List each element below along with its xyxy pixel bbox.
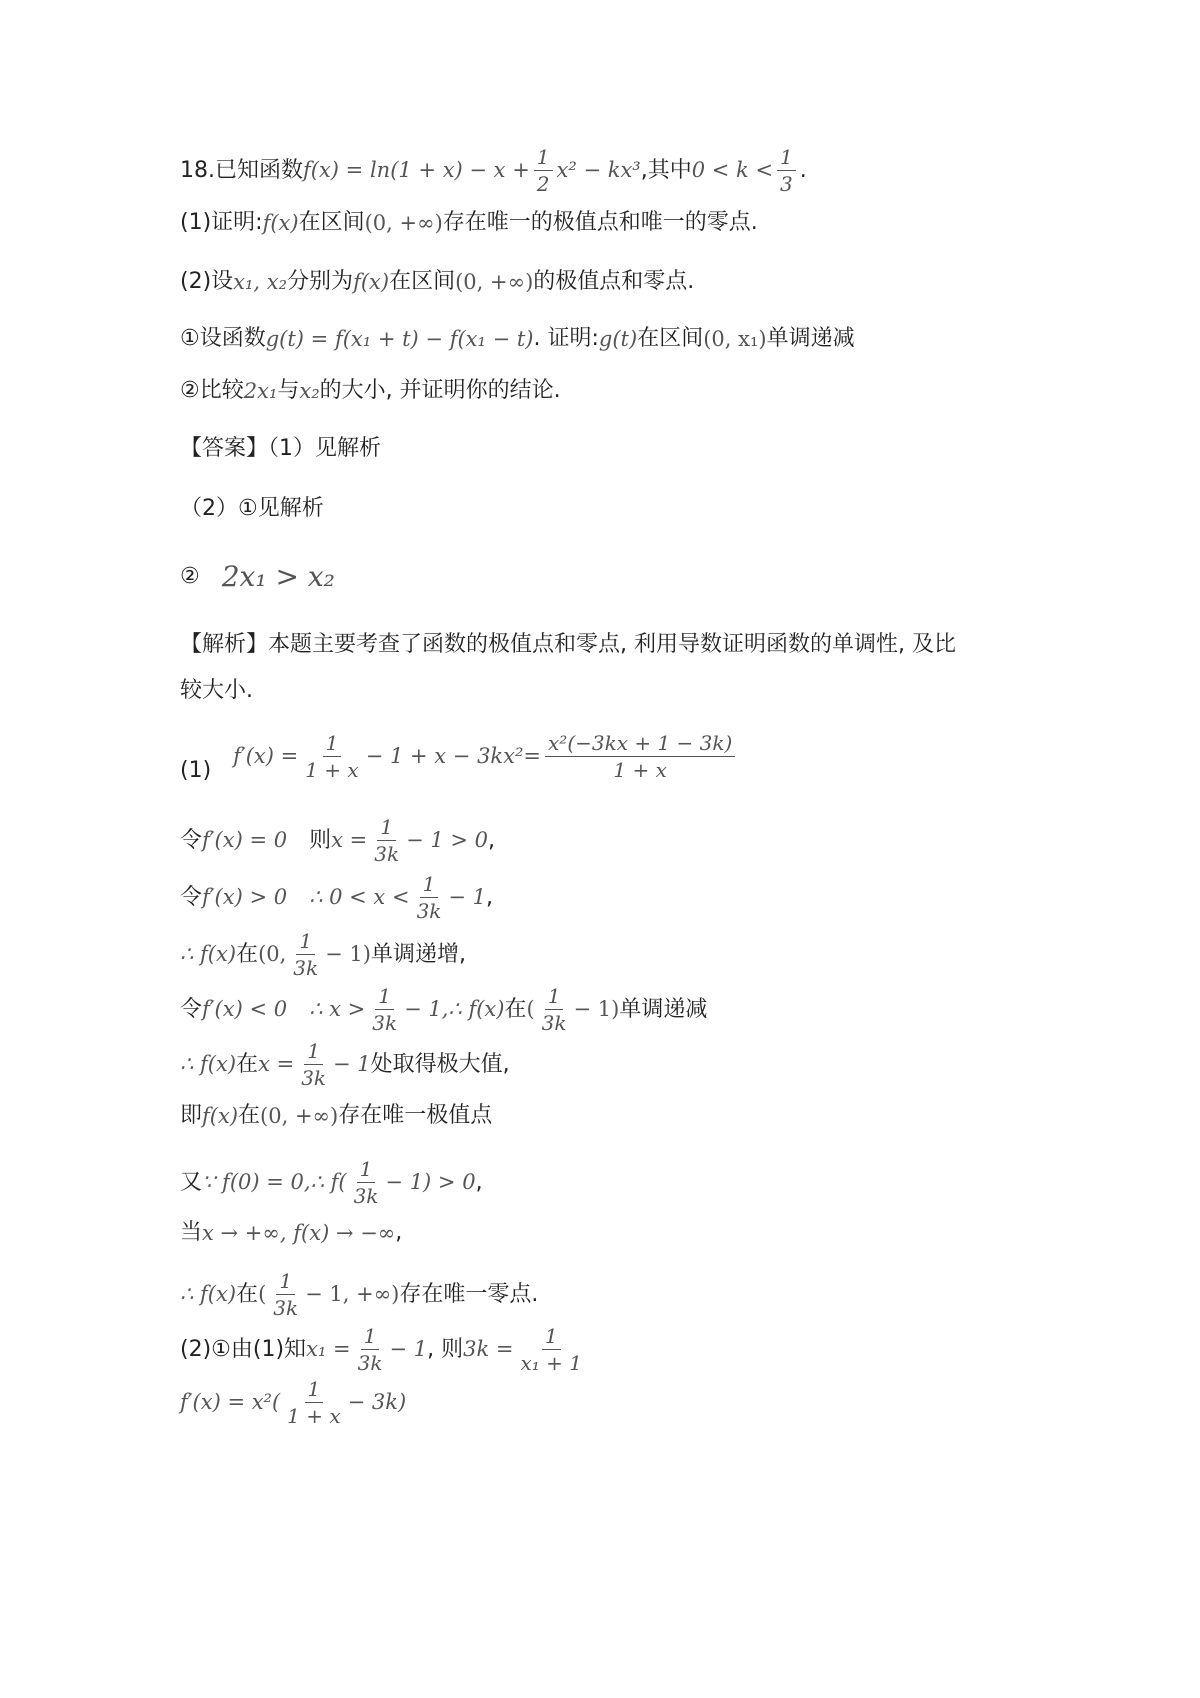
frac-den: 3k [273,1296,299,1320]
step-line-4 [180,930,466,979]
math: − 1 [389,1337,428,1361]
step-line-6 [180,1040,510,1089]
text: 在区间 [298,210,365,235]
text: 令 [180,827,203,853]
text: 存在唯一极值点 [338,1103,493,1128]
subpart1-label: ①设函数 [180,326,266,351]
problem-number: 18.已知函数 [180,157,303,183]
frac-num: 1 [276,1270,295,1295]
where-text: ,其中 [640,157,692,183]
frac-num: 1 [534,146,553,171]
text: 在区间 [389,269,456,294]
answer-line-3 [180,560,335,593]
text: 又 [180,1169,203,1195]
period: . [799,157,807,183]
frac-den: 1 + x [287,1404,341,1428]
math: x = [258,1052,295,1076]
answer-part2: （2）①见解析 [180,496,324,521]
f-def-lhs: f(x) = ln(1 + x) − x + [303,158,530,182]
math-x2: x₂ [299,378,320,403]
math: ∵ f(0) = 0 [202,1170,304,1194]
math: f(x) [202,1103,239,1128]
part1-label: (1)证明: [180,210,263,235]
math: − 1 [333,1052,371,1076]
text: 在区间 [637,326,704,351]
f-def-rhs: x² − kx³ [556,158,641,182]
math: x → +∞ [202,1220,280,1245]
problem-statement-line [180,146,807,195]
math-interval: (0, x₁) [703,326,767,351]
answer-label: 【答案】（1）见解析 [180,436,381,461]
text: 的极值点和零点. [533,269,695,294]
frac-num: 1 [377,816,396,841]
fraction-one-half [534,146,553,195]
frac-num: 1 [420,873,439,898]
step-line-3 [180,873,493,922]
text: 令 [180,884,203,910]
frac-den: 3k [416,899,442,923]
k-range: 0 < k < [691,158,774,182]
text: , [486,884,494,910]
math-fx: f(x) [353,269,390,294]
step-line-7 [180,1105,492,1127]
math: − 1) > 0 [385,1170,476,1194]
math: ∴ x > [309,997,366,1021]
math-interval: (0, +∞) [455,269,534,294]
step-line-8 [180,1158,483,1207]
frac-num: 1 [305,1378,324,1403]
math: − 1) [325,942,371,966]
math: f′(x) = 0 [202,828,288,852]
math: f′(x) < 0 [202,997,288,1021]
frac-num: 1 [296,930,315,955]
math-g-def: g(t) = f(x₁ + t) − f(x₁ − t) [265,326,534,351]
text: 当 [180,1220,203,1245]
step-line-10 [180,1270,538,1319]
function-definition [303,160,530,181]
frac-den: x₁ + 1 [520,1351,582,1375]
math: f′(x) = [233,743,299,768]
text: 分别为 [287,269,354,294]
math: x = [331,828,368,852]
math: − 1, +∞) [305,1282,400,1306]
math: − 1 [404,997,442,1021]
part1-line [180,212,758,234]
frac-num: 1 [304,1040,323,1065]
analysis-intro-line1 [180,634,956,656]
frac-den: 3k [353,1184,379,1208]
frac-num: 1 [361,1325,380,1350]
frac-den: 3k [374,842,400,866]
fraction [290,930,321,979]
text: 单调递减 [619,996,708,1022]
text: , [395,1220,403,1245]
frac-den: 3k [293,956,319,980]
math: (0, +∞) [260,1103,339,1128]
fraction [517,1325,585,1374]
text: (2)①由(1)知 [180,1336,307,1362]
fraction [414,873,445,922]
text: . 证明: [533,326,599,351]
math: ∴ f(x) [180,1282,237,1306]
math-gt: g(t) [598,326,638,351]
math: 3k = [463,1337,514,1361]
math: ∴ f(x) [180,1052,237,1076]
text: , [475,1169,483,1195]
math-x1-x2: x₁, x₂ [233,269,288,294]
frac-num: 1 [545,985,564,1010]
text: , [488,827,496,853]
text: 的大小, 并证明你的结论. [319,378,561,403]
math: (0, [258,942,287,966]
fraction [302,732,361,781]
frac-num: x²(−3kx + 1 − 3k) [545,732,735,757]
fraction [539,985,570,1034]
answer-part3-label: ② [180,564,200,589]
step-line-12 [180,1378,406,1427]
fraction-one-third [777,146,796,195]
text: 处取得极大值, [370,1051,510,1077]
frac-den: 3k [372,1011,398,1035]
math: − 1 + x − 3kx²= [365,743,542,768]
math: x₁ = [306,1337,351,1361]
frac-num: 1 [542,1325,561,1350]
frac-den: 3 [780,172,793,196]
math: , f(x) → −∞ [279,1220,396,1245]
step-line-5 [180,985,707,1034]
frac-den: 3k [301,1066,327,1090]
fraction [298,1040,329,1089]
answer-line-2 [180,498,324,520]
step-line-11 [180,1325,589,1374]
fraction [351,1158,382,1207]
answer-line-1 [180,438,381,460]
frac-den: 2 [536,172,550,196]
text: 在 [238,1103,261,1128]
frac-den: 3k [541,1011,567,1035]
math-2x1: 2x₁ [243,378,278,403]
text: 单调递增, [370,941,466,967]
math-fx: f(x) [262,210,299,235]
math: − 1 > 0 [406,828,489,852]
math: f′(x) > 0 [202,885,288,909]
text: , 则 [427,1336,464,1362]
math: ( [258,1282,267,1306]
step-line-9 [180,1222,402,1244]
text: 令 [180,996,203,1022]
math: ,∴ f(x) [441,997,505,1021]
analysis-intro-line2 [180,680,253,702]
fraction [371,816,402,865]
math: f′(x) = x²( [180,1390,281,1414]
text: 存在唯一的极值点和唯一的零点. [442,210,758,235]
math: ( [526,997,535,1021]
math: − 1) [573,997,620,1021]
math: ∴ 0 < x < [309,885,410,909]
step-label: (1) [180,758,212,783]
frac-num: 1 [777,146,796,171]
subpart1-line [180,328,855,350]
frac-den: 3k [357,1351,383,1375]
analysis-intro-cont: 较大小. [180,678,253,703]
derivative-line [180,730,739,782]
fraction [545,732,735,781]
text: 与 [277,378,300,403]
math: − 1 [448,885,487,909]
analysis-intro: 【解析】本题主要考查了函数的极值点和零点, 利用导数证明函数的单调性, 及比 [180,632,956,657]
text: 在 [236,1281,259,1307]
math: ,∴ f( [303,1170,347,1194]
frac-num: 1 [375,985,394,1010]
fraction [284,1378,343,1427]
subpart2-line [180,380,561,402]
frac-den: 1 + x [305,757,359,782]
fraction [369,985,400,1034]
fraction [270,1270,301,1319]
text: 单调递减 [766,326,855,351]
math-interval: (0, +∞) [364,210,443,235]
text: 在 [236,1051,259,1077]
frac-den: 1 + x [613,757,667,782]
part2-label: (2)设 [180,269,234,294]
math: ∴ f(x) [180,942,237,966]
subpart2-label: ②比较 [180,378,244,403]
text: 在 [236,941,259,967]
frac-num: 1 [357,1158,376,1183]
fraction [355,1325,386,1374]
text: 在 [504,996,527,1022]
step-line-2 [180,816,495,865]
text: 存在唯一零点. [399,1281,539,1307]
answer-expr: 2x₁ > x₂ [221,560,335,593]
text: 则 [309,827,332,853]
math: − 3k) [347,1390,407,1414]
text: 即 [180,1103,203,1128]
part2-line [180,271,694,293]
frac-num: 1 [323,732,342,757]
